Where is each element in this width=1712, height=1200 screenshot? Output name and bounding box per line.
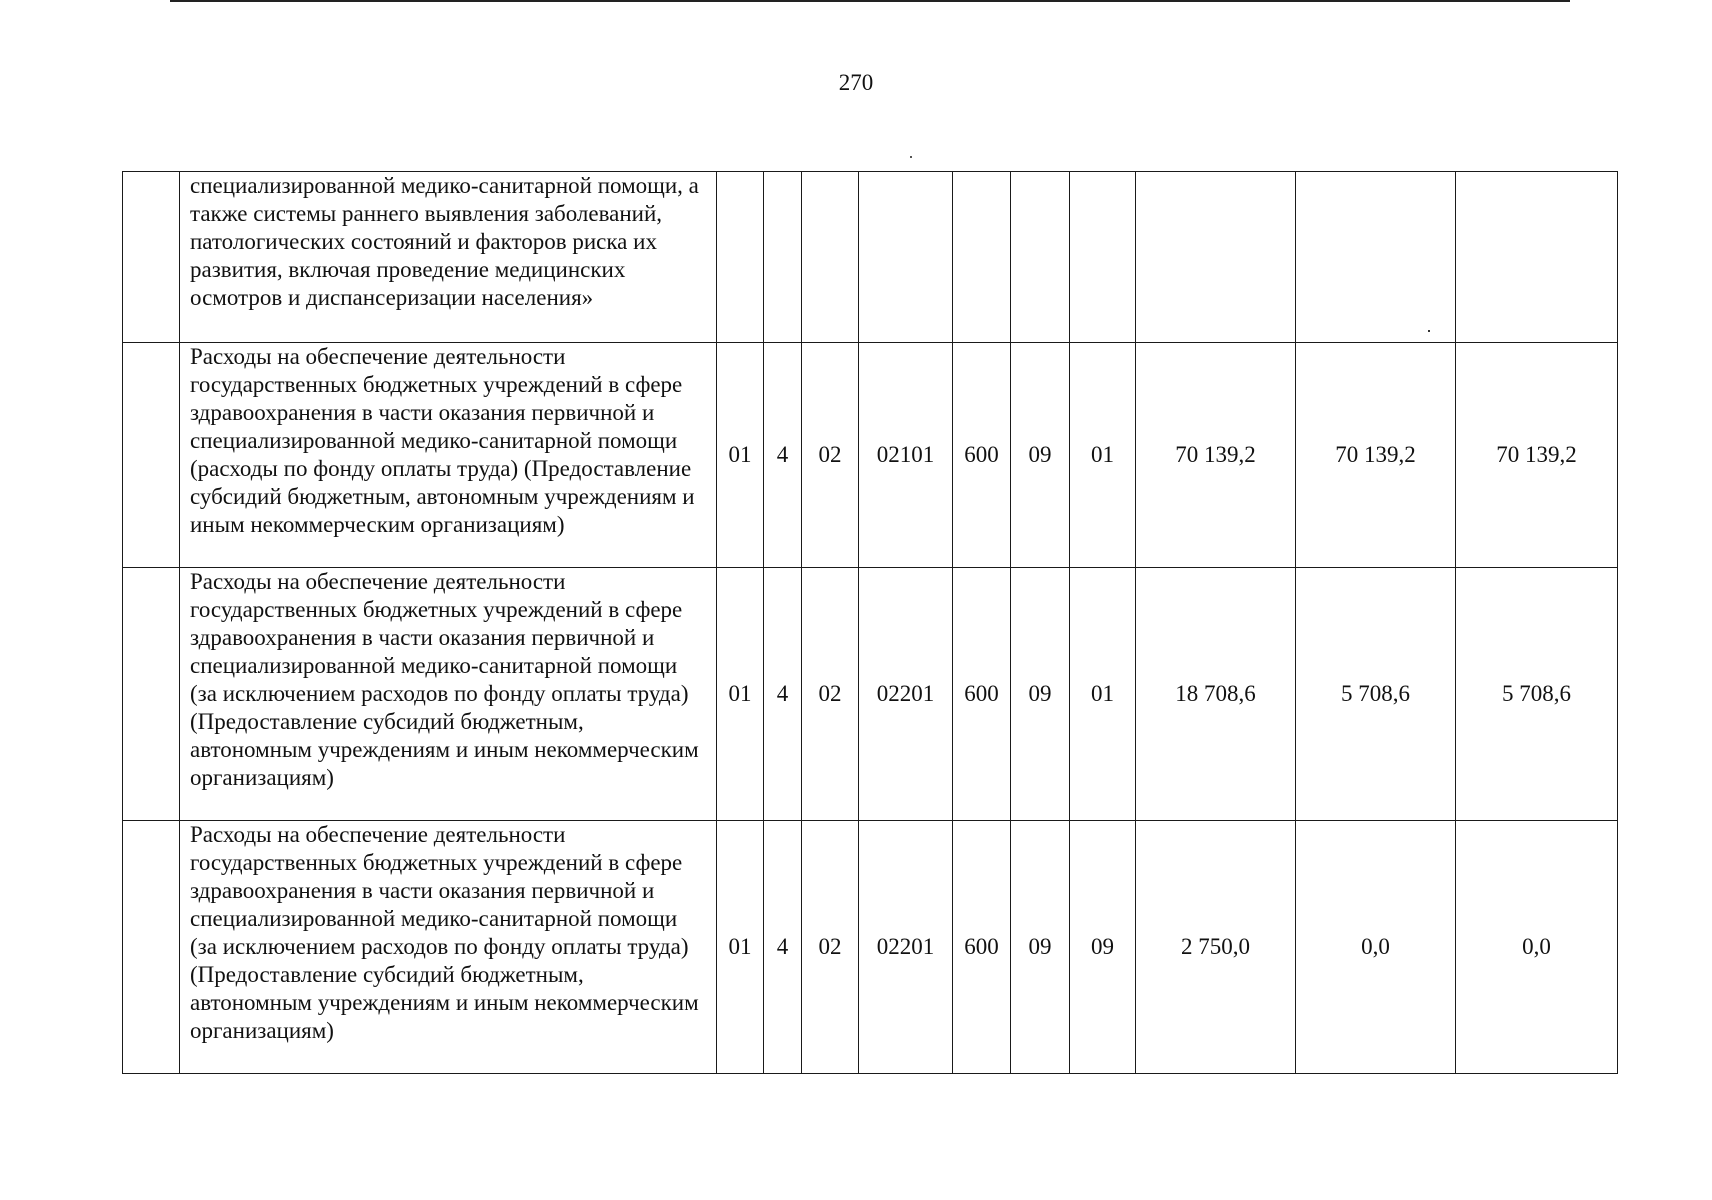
top-rule [170,0,1570,2]
code-cell [764,172,802,343]
code-cell: 02 [802,821,859,1074]
code-cell: 02201 [859,568,953,821]
code-cell [953,172,1011,343]
code-cell: 4 [764,568,802,821]
amount-cell: 2 750,0 [1136,821,1296,1074]
table-row [123,172,1618,343]
description-cell: Расходы на обеспечение деятельности государственных бюджетных учреждений в сфере здравоохранения в части оказания первичной и специализированной медико-санитарной помощи (расходы по фонду оплаты труда) (Предоставление субсидий бюджетным, автономным учреждениям и иным некоммерческим организациям) [180,343,717,568]
row-number-cell [123,568,180,821]
code-cell: 01 [1070,568,1136,821]
code-cell: 09 [1011,821,1070,1074]
code-cell: 4 [764,343,802,568]
row-number-cell [123,343,180,568]
code-cell: 02201 [859,821,953,1074]
amount-cell: 70 139,2 [1136,343,1296,568]
code-cell: 02 [802,343,859,568]
code-cell [859,172,953,343]
code-cell [717,172,764,343]
amount-cell: 0,0 [1296,821,1456,1074]
description-cell: специализированной медико-санитарной помощи, а также системы раннего выявления заболеваний, патологических состояний и факторов риска их развития, включая проведение медицинских осмотров и диспансеризации населения» [180,172,717,343]
row-number-cell [123,172,180,343]
code-cell: 01 [717,568,764,821]
code-cell [802,172,859,343]
scan-dot [1428,330,1430,332]
table-row [123,568,1618,821]
amount-cell: 70 139,2 [1456,343,1618,568]
code-cell [1070,172,1136,343]
code-cell: 600 [953,343,1011,568]
scan-speck [910,156,912,158]
row-number-cell [123,821,180,1074]
amount-cell: 5 708,6 [1456,568,1618,821]
code-cell: 09 [1011,568,1070,821]
page-number: 270 [838,70,874,95]
amount-cell [1296,172,1456,343]
code-cell: 09 [1070,821,1136,1074]
description-cell: Расходы на обеспечение деятельности государственных бюджетных учреждений в сфере здравоохранения в части оказания первичной и специализированной медико-санитарной помощи (за исключением расходов по фонду оплаты труда) (Предоставление субсидий бюджетным, автономным учреждениям и иным некоммерческим организациям) [180,821,717,1074]
code-cell: 4 [764,821,802,1074]
amount-cell: 18 708,6 [1136,568,1296,821]
amount-cell: 70 139,2 [1296,343,1456,568]
code-cell: 01 [1070,343,1136,568]
amount-cell [1456,172,1618,343]
amount-cell: 5 708,6 [1296,568,1456,821]
code-cell: 01 [717,343,764,568]
budget-table [122,171,1618,1074]
code-cell [1011,172,1070,343]
amount-cell [1136,172,1296,343]
code-cell: 02101 [859,343,953,568]
code-cell: 600 [953,568,1011,821]
code-cell: 600 [953,821,1011,1074]
table-row [123,343,1618,568]
table-row [123,821,1618,1074]
code-cell: 01 [717,821,764,1074]
amount-cell: 0,0 [1456,821,1618,1074]
description-cell: Расходы на обеспечение деятельности государственных бюджетных учреждений в сфере здравоохранения в части оказания первичной и специализированной медико-санитарной помощи (за исключением расходов по фонду оплаты труда) (Предоставление субсидий бюджетным, автономным учреждениям и иным некоммерческим организациям) [180,568,717,821]
code-cell: 09 [1011,343,1070,568]
code-cell: 02 [802,568,859,821]
